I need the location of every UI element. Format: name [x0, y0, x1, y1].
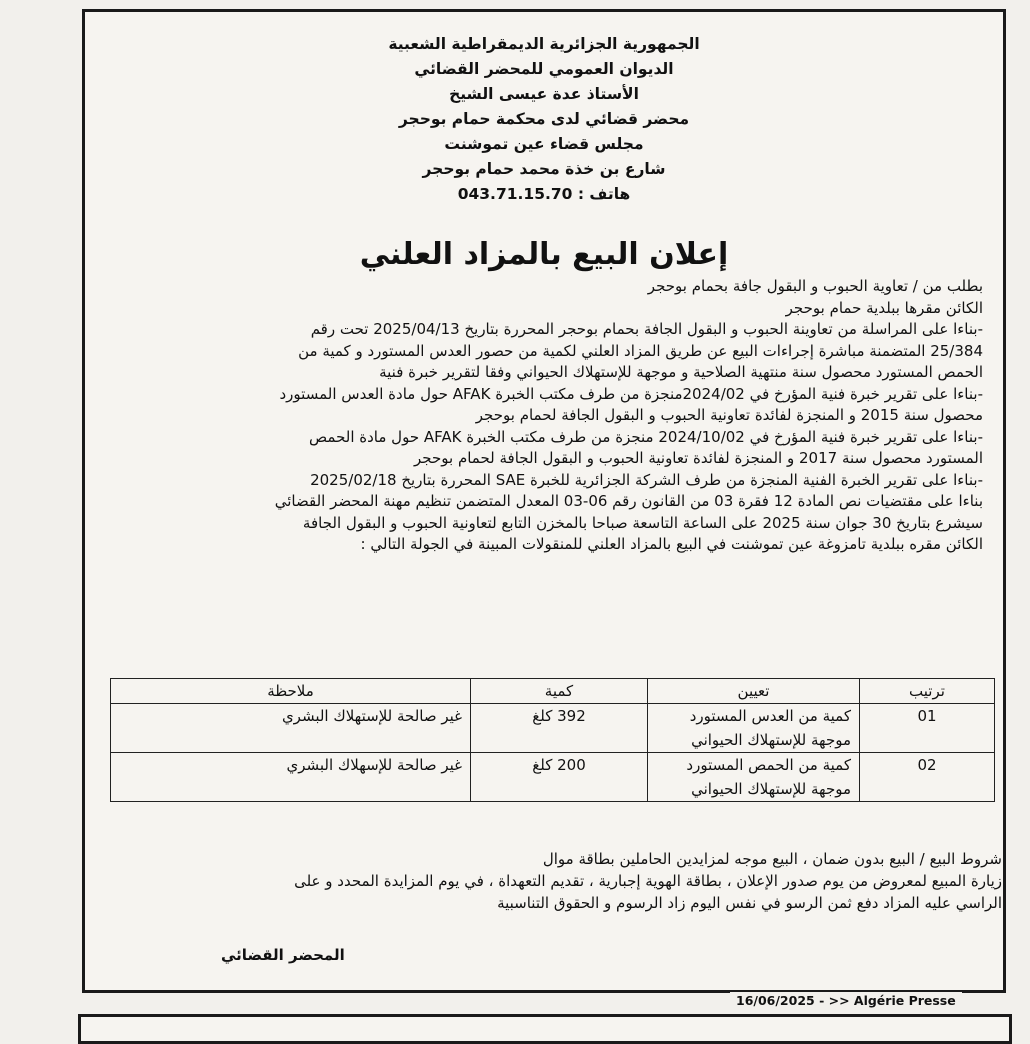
letterhead-line-bailiff-name: الأستاذ عدة عيسى الشيخ: [449, 85, 639, 103]
next-announcement-frame: [78, 1014, 1012, 1044]
body-line: بطلب من / تعاوية الحبوب و البقول جافة بحمام بوحجر: [647, 277, 983, 295]
cell-rank: 02: [860, 753, 995, 802]
body-line: 25/384 المتضمنة مباشرة إجراءات البيع عن طريق المزاد العلني لكمية من حصور العدس المستورد و كمية من: [298, 341, 983, 360]
goods-table: [110, 678, 995, 802]
announcement-title: إعلان البيع بالمزاد العلني: [359, 237, 729, 272]
announcement-frame: [82, 9, 1006, 993]
body-line: الكائن مقرها ببلدية حمام بوحجر: [785, 298, 983, 317]
conditions-line: الراسي عليه المزاد دفع ثمن الرسو في نفس اليوم زاد الرسوم و الحقوق التناسبية: [497, 894, 1002, 912]
body-line: الحمص المستورد محصول سنة منتهية الصلاحية و موجهة للإستهلاك الحيواني وفقا لتقرير خبرة فنية: [379, 363, 983, 381]
cell-description-line: كمية من العدس المستورد: [689, 707, 851, 725]
column-header-description: تعيين: [648, 679, 860, 704]
body-line: بناءا على مقتضيات نص المادة 12 فقرة 03 من القانون رقم 06-03 المعدل المتضمن تنظيم مهنة المحضر القضائي: [274, 492, 983, 510]
body-line: المستورد محصول سنة 2017 و المنجزة لفائدة تعاونية الحبوب و البقول الجافة لحمام بوحجر: [414, 449, 983, 467]
column-header-note: ملاحظة: [111, 679, 471, 704]
cell-description: [648, 753, 860, 802]
body-line: -بناءا على المراسلة من تعاوينة الحبوب و البقول الجافة بحمام بوحجر المحررة بتاريخ 2025/04/13 تحت رقم: [310, 320, 983, 338]
letterhead-line-country: الجمهورية الجزائرية الديمقراطية الشعبية: [388, 35, 700, 53]
body-line: سيشرع بتاريخ 30 جوان سنة 2025 على الساعة التاسعة صباحا بالمخزن التابع لتعاونية الحبوب و البقول الجافة: [302, 513, 983, 532]
table-row: [111, 753, 995, 802]
letterhead-line-court: محضر قضائي لدى محكمة حمام بوحجر: [398, 110, 690, 128]
publication-footer: 16/06/2025 - >> Algérie Presse: [730, 992, 962, 1010]
body-line: -بناءا على تقرير الخبرة الفنية المنجزة من طرف الشركة الجزائرية للخبرة SAE المحررة بتاريخ 2025/02/18: [310, 470, 983, 489]
letterhead-line-office: الديوان العمومي للمحضر القضائي: [414, 60, 674, 78]
bailiff-signature: المحضر القضائي: [221, 946, 345, 964]
cell-description-line: موجهة للإستهلاك الحيواني: [691, 780, 851, 798]
body-line: -بناءا على تقرير خبرة فنية المؤرخ في 2024/02منجزة من طرف مكتب الخبرة AFAK حول مادة العدس المستورد: [279, 384, 983, 403]
cell-note: غير صالحة للإستهلاك البشري: [111, 704, 471, 753]
table-header-row: [111, 679, 995, 704]
cell-description-line: موجهة للإستهلاك الحيواني: [691, 731, 851, 749]
column-header-quantity: كمية: [471, 679, 648, 704]
announcement-body: [103, 276, 983, 556]
sale-conditions: [122, 848, 1002, 914]
conditions-line: زيارة المبيع لمعروض من يوم صدور الإعلان ، بطاقة الهوية إجبارية ، تقديم التعهداة ، في يوم المزايدة المحدد و على: [294, 872, 1002, 890]
column-header-rank: ترتيب: [860, 679, 995, 704]
body-line: الكائن مقره ببلدية تامزوغة عين تموشنت في البيع بالمزاد العلني للمنقولات المبينة في الجولة التالي :: [360, 535, 983, 553]
letterhead: [85, 32, 1003, 207]
letterhead-line-phone: هاتف : 043.71.15.70: [457, 185, 631, 203]
letterhead-line-council: مجلس قضاء عين تموشنت: [444, 135, 644, 153]
cell-note: غير صالحة للإسهلاك البشري: [111, 753, 471, 802]
cell-description-line: كمية من الحمص المستورد: [686, 756, 851, 774]
cell-description: [648, 704, 860, 753]
cell-rank: 01: [860, 704, 995, 753]
conditions-line: شروط البيع / البيع بدون ضمان ، البيع موجه لمزايدين الحاملين بطاقة موال: [542, 850, 1002, 868]
body-line: محصول سنة 2015 و المنجزة لفائدة تعاونية الحبوب و البقول الجافة لحمام بوحجر: [475, 406, 983, 424]
letterhead-line-address: شارع بن خذة محمد حمام بوحجر: [422, 160, 666, 178]
cell-quantity: 200 كلغ: [471, 753, 648, 802]
table-row: [111, 704, 995, 753]
cell-quantity: 392 كلغ: [471, 704, 648, 753]
body-line: -بناءا على تقرير خبرة فنية المؤرخ في 2024/10/02 منجزة من طرف مكتب الخبرة AFAK حول مادة الحمص: [309, 427, 983, 446]
